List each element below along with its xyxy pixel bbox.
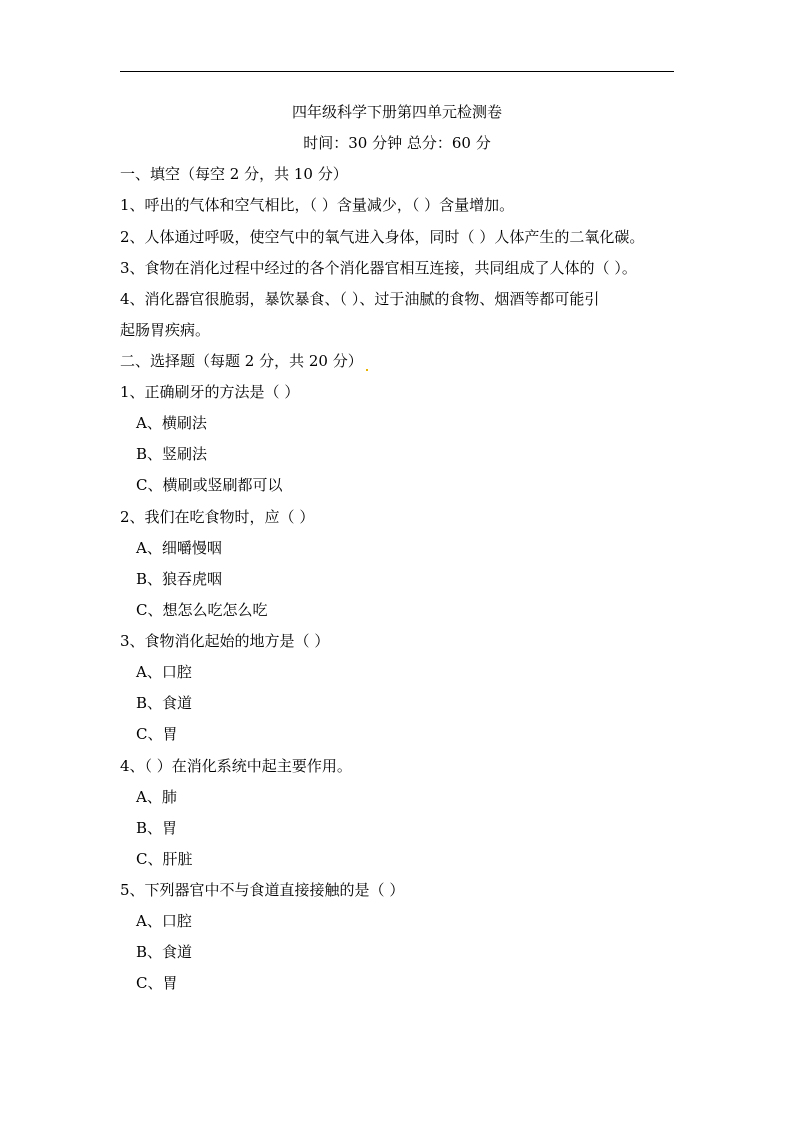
doc-title: 四年级科学下册第四单元检测卷 [291, 103, 502, 121]
choice-q5-option-c: C、胃 [136, 974, 178, 992]
fill-question-3: 3、食物在消化过程中经过的各个消化器官相互连接，共同组成了人体的（ ）。 [120, 259, 637, 277]
fill-question-4-line1: 4、消化器官很脆弱，暴饮暴食、（ ）、过于油腻的食物、烟酒等都可能引 [120, 290, 600, 308]
section2-heading: 二、选择题（每题 2 分，共 20 分） [120, 352, 363, 370]
header-rule [120, 71, 674, 72]
choice-q2-option-c: C、想怎么吃怎么吃 [136, 601, 268, 619]
choice-q5-option-a: A、口腔 [136, 912, 192, 930]
choice-q2-option-b: B、狼吞虎咽 [136, 570, 223, 588]
choice-q2-option-a: A、细嚼慢咽 [136, 539, 222, 557]
choice-question-1: 1、正确刷牙的方法是（ ） [120, 383, 300, 401]
section2-heading-wrap [120, 351, 680, 371]
choice-q3-option-b: B、食道 [136, 694, 193, 712]
choice-q1-option-c: C、横刷或竖刷都可以 [136, 476, 283, 494]
fill-question-2: 2、人体通过呼吸，使空气中的氧气进入身体，同时（ ）人体产生的二氧化碳。 [120, 228, 645, 246]
choice-q4-option-a: A、肺 [136, 788, 177, 806]
scan-dot-mark [366, 369, 368, 371]
choice-question-3: 3、食物消化起始的地方是（ ） [120, 632, 330, 650]
choice-question-4: 4、（ ）在消化系统中起主要作用。 [120, 757, 352, 775]
section1-heading: 一、填空（每空 2 分，共 10 分） [120, 165, 348, 183]
choice-q3-option-c: C、胃 [136, 725, 178, 743]
choice-q3-option-a: A、口腔 [136, 663, 192, 681]
doc-meta: 时间：30 分钟 总分：60 分 [303, 134, 491, 152]
fill-question-4-line2: 起肠胃疾病。 [120, 321, 211, 339]
choice-q5-option-b: B、食道 [136, 943, 193, 961]
choice-q1-option-a: A、横刷法 [136, 414, 207, 432]
choice-question-5: 5、下列器官中不与食道直接接触的是（ ） [120, 881, 405, 899]
choice-question-2: 2、我们在吃食物时，应（ ） [120, 508, 315, 526]
choice-q4-option-c: C、肝脏 [136, 850, 193, 868]
fill-question-1: 1、呼出的气体和空气相比，（ ）含量减少，（ ）含量增加。 [120, 196, 515, 214]
choice-q4-option-b: B、胃 [136, 819, 178, 837]
choice-q1-option-b: B、竖刷法 [136, 445, 208, 463]
